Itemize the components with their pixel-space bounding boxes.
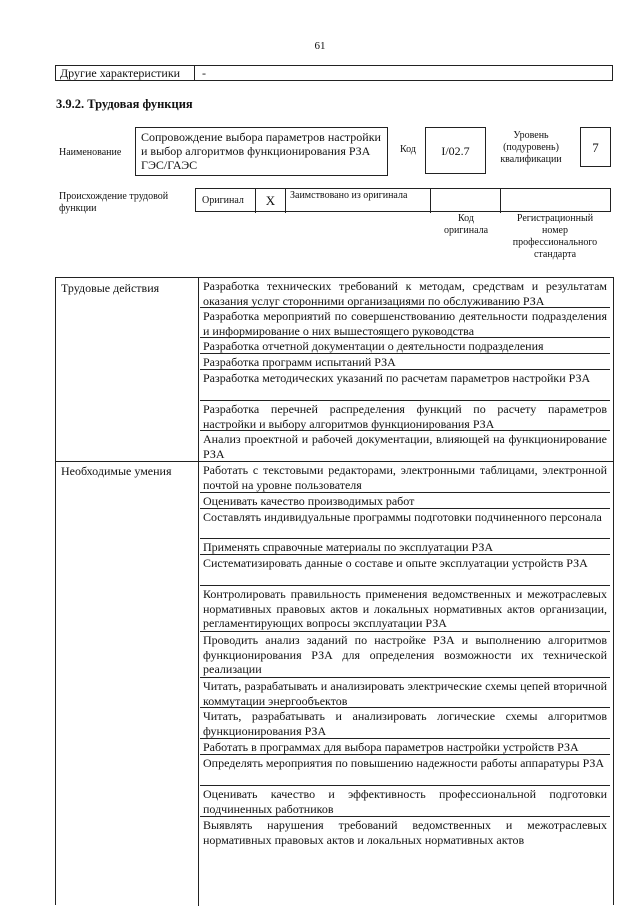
labor-actions-label: Трудовые действия [61, 281, 160, 295]
origin-label: Происхождение трудовой функции [59, 191, 169, 214]
level-label: Уровень (подуровень) квалификации [500, 130, 562, 165]
code-label: Код [400, 144, 416, 155]
origin-code-cell [431, 189, 501, 213]
skill-item: Применять справочные материалы по эксплуатации РЗА [200, 539, 610, 555]
name-label: Наименование [59, 147, 122, 158]
other-characteristics-value: - [202, 66, 206, 80]
other-characteristics-row [55, 65, 613, 81]
origin-code-label: Код оригинала [443, 213, 489, 236]
skill-item: Оценивать качество производимых работ [200, 493, 610, 509]
labor-action-item: Разработка мероприятий по совершенствованию деятельности подразделения и информирование о них вышестоящего руководства [200, 308, 610, 338]
labor-action-item: Разработка отчетной документации о деятельности подразделения [200, 338, 610, 354]
labor-action-item: Анализ проектной и рабочей документации, влияющей на функционирование РЗА [200, 431, 610, 462]
skill-item: Читать, разрабатывать и анализировать логические схемы алгоритмов функционирования РЗА [200, 708, 610, 739]
skill-item: Проводить анализ заданий по настройке РЗА и выполнению алгоритмов функционирования РЗА для определения возможности их технической реализации [200, 632, 610, 678]
function-name: Сопровождение выбора параметров настройки и выбор алгоритмов функционирования РЗА ГЭС/ГАЭС [135, 127, 388, 176]
skill-item: Работать в программах для выбора параметров настройки устройств РЗА [200, 739, 610, 755]
labor-action-item: Разработка программ испытаний РЗА [200, 354, 610, 370]
skills-label: Необходимые умения [61, 464, 172, 478]
origin-reg-label: Регистрационный номер профессионального стандарта [512, 213, 598, 260]
labor-action-item: Разработка технических требований к методам, средствам и результатам оказания услуг сторонними организациями по обслуживанию РЗА [200, 278, 610, 308]
origin-table [195, 188, 611, 212]
skill-item: Работать с текстовыми редакторами, электронными таблицами, электронной почтой на уровне пользователя [200, 462, 610, 493]
skill-item: Составлять индивидуальные программы подготовки подчиненного персонала [200, 509, 610, 539]
functions-table [55, 277, 614, 905]
code-value: I/02.7 [425, 127, 486, 174]
skill-item: Систематизировать данные о составе и опыте эксплуатации устройств РЗА [200, 555, 610, 586]
section-heading: 3.9.2. Трудовая функция [56, 97, 193, 111]
skill-item: Определять мероприятия по повышению надежности работы аппаратуры РЗА [200, 755, 610, 786]
labor-action-item: Разработка методических указаний по расчетам параметров настройки РЗА [200, 370, 610, 401]
table-divider [198, 278, 199, 906]
skill-item: Контролировать правильность применения ведомственных и межотраслевых нормативных правовых актов и локальных нормативных актов организации, регламентирующих вопросы эксплуатации РЗА [200, 586, 610, 632]
origin-reg-cell [501, 189, 611, 213]
skill-item: Оценивать качество и эффективность профессиональной подготовки подчиненных работников [200, 786, 610, 817]
origin-original: Оригинал [196, 189, 256, 213]
page-number: 61 [314, 40, 326, 52]
skill-item: Читать, разрабатывать и анализировать электрические схемы цепей вторичной коммутации энергообъектов [200, 678, 610, 708]
divider [194, 66, 195, 80]
origin-mark: X [256, 189, 286, 213]
level-value: 7 [580, 127, 611, 167]
origin-borrowed: Заимствовано из оригинала [286, 189, 431, 213]
labor-action-item: Разработка перечней распределения функций по расчету параметров настройки и выбору алгоритмов функционирования РЗА [200, 401, 610, 431]
skill-item: Выявлять нарушения требований ведомственных и межотраслевых нормативных правовых актов и локальных нормативных актов [203, 818, 607, 847]
other-characteristics-label: Другие характеристики [60, 66, 181, 80]
